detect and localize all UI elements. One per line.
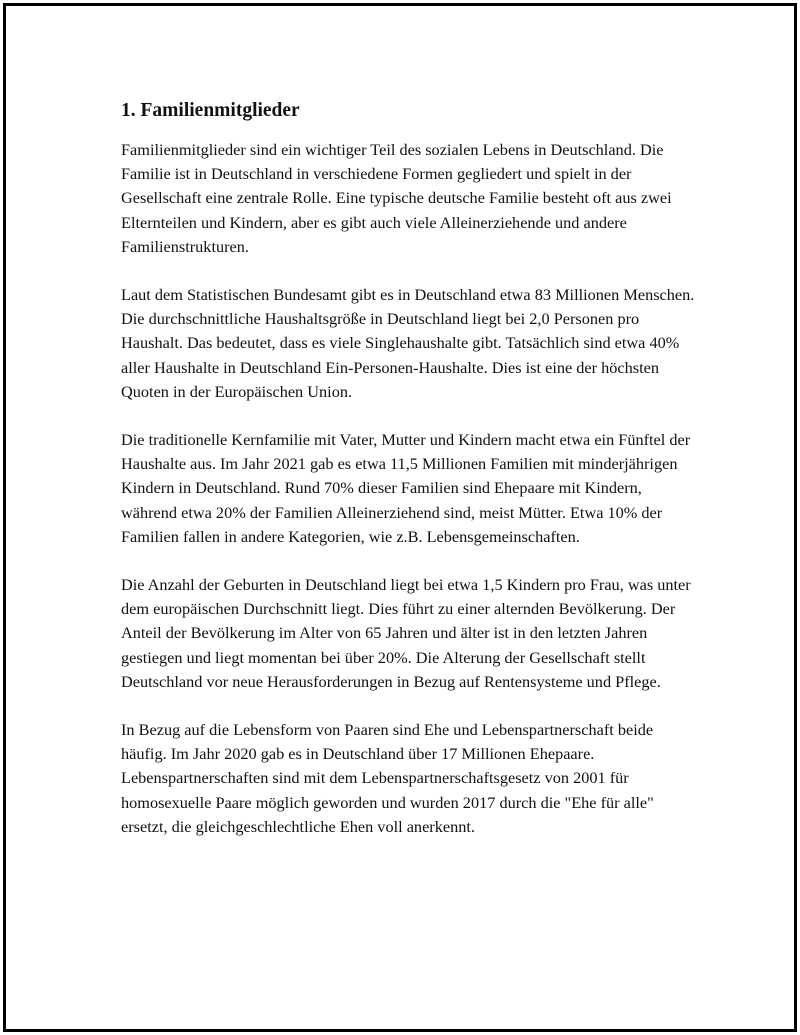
paragraph-1: Familienmitglieder sind ein wichtiger Teil des sozialen Lebens in Deutschland. Die Familie ist in Deutschland in verschiedene Formen gegliedert und spielt in der Gesellschaft eine zentrale Rolle. Eine typische deutsche Familie besteht oft aus zwei Elternteilen und Kindern, aber es gibt auch viele Alleinerziehende und andere Familienstrukturen. [121, 140, 672, 256]
section-heading: 1. Familienmitglieder [121, 100, 300, 121]
paragraph-5: In Bezug auf die Lebensform von Paaren sind Ehe und Lebenspartnerschaft beide häufig. Im Jahr 2020 gab es in Deutschland über 17 Millionen Ehepaare. Lebenspartnerschaften sind mit dem Lebenspartnerschaftsgesetz von 2001 für homosexuelle Paare möglich geworden und wurden 2017 durch die "Ehe für alle" ersetzt, die gleichgeschlechtliche Ehen voll anerkennt. [121, 720, 654, 836]
paragraph-2: Laut dem Statistischen Bundesamt gibt es in Deutschland etwa 83 Millionen Menschen. Die durchschnittliche Haushaltsgröße in Deutschland liegt bei 2,0 Personen pro Haushalt. Das bedeutet, dass es viele Singlehaushalte gibt. Tatsächlich sind etwa 40% aller Haushalte in Deutschland Ein-Personen-Haushalte. Dies ist eine der höchsten Quoten in der Europäischen Union. [121, 285, 695, 401]
paragraph-4: Die Anzahl der Geburten in Deutschland liegt bei etwa 1,5 Kindern pro Frau, was unter dem europäischen Durchschnitt liegt. Dies führt zu einer alternden Bevölkerung. Der Anteil der Bevölkerung im Alter von 65 Jahren und älter ist in den letzten Jahren gestiegen und liegt momentan bei über 20%. Die Alterung der Gesellschaft stellt Deutschland vor neue Herausforderungen in Bezug auf Rentensysteme und Pflege. [121, 575, 691, 691]
document-body [121, 98, 696, 863]
paragraph-3: Die traditionelle Kernfamilie mit Vater, Mutter und Kindern macht etwa ein Fünftel der Haushalte aus. Im Jahr 2021 gab es etwa 11,5 Millionen Familien mit minderjährigen Kindern in Deutschland. Rund 70% dieser Familien sind Ehepaare mit Kindern, während etwa 20% der Familien Alleinerziehend sind, meist Mütter. Etwa 10% der Familien fallen in andere Kategorien, wie z.B. Lebensgemeinschaften. [121, 430, 691, 546]
page-frame [3, 3, 797, 1032]
